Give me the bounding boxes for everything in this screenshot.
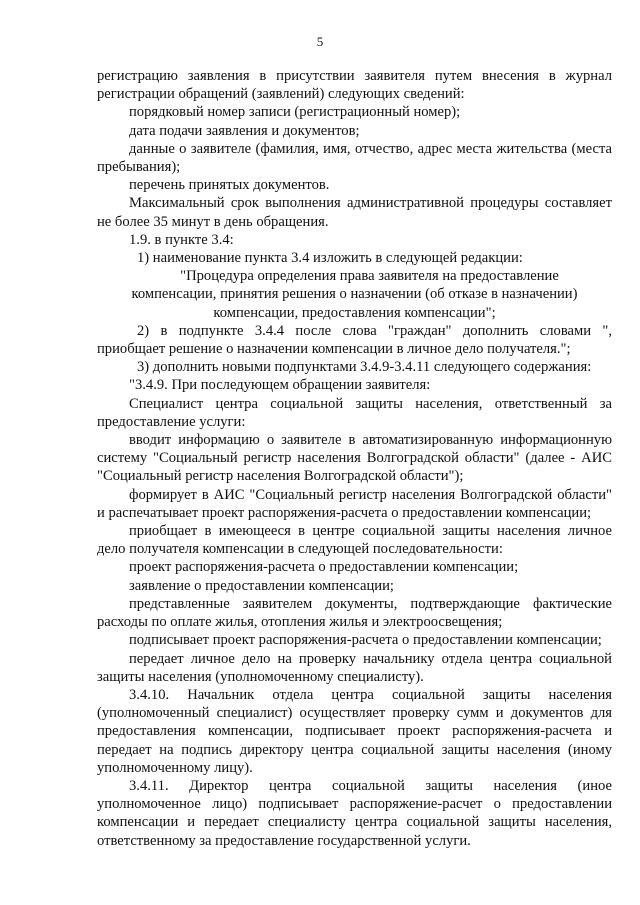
page-number: 5 [316, 34, 324, 49]
list-item-record-number: порядковый номер записи (регистрационный номер); [129, 104, 461, 121]
paragraph-3-4-9: "3.4.9. При последующем обращении заявителя: [129, 377, 431, 394]
list-item-documents-list: перечень принятых документов. [129, 177, 330, 194]
paragraph-item-2: 2) в подпункте 3.4.4 после слова "граждан" дополнить словами ", приобщает решение о назначении компенсации в личное дело получателя."; [97, 322, 612, 358]
paragraph-specialist: Специалист центра социальной защиты населения, ответственный за предоставление услуги: [97, 395, 612, 430]
list-item-applicant-data: данные о заявителе (фамилия, имя, отчество, адрес места жительства (места пребывания); [97, 140, 612, 176]
paragraph-attaches: приобщает в имеющееся в центре социальной защиты населения личное дело получателя компенсации в следующей последовательности: [97, 523, 612, 558]
list-item-application: заявление о предоставлении компенсации; [129, 577, 394, 594]
list-item-submission-date: дата подачи заявления и документов; [129, 122, 360, 139]
paragraph-3-4-11: 3.4.11. Директор центра социальной защиты населения (иное уполномоченное лицо) подписывает распоряжение-расчет о предоставлении компенсации и передает специалисту центра социальной защиты населения, ответственному за предоставление государственной услуги. [97, 777, 612, 849]
paragraph-registration: регистрацию заявления в присутствии заявителя путем внесения в журнал регистрации обращений (заявлений) следующих сведений: [97, 68, 612, 103]
paragraph-3-4-10: 3.4.10. Начальник отдела центра социальной защиты населения (уполномоченный специалист) осуществляет проверку сумм и документов для предоставления компенсации, подписывает проект распоряжения-расчета и передает на подпись директору центра социальной защиты населения (иному уполномоченному лицу). [97, 686, 612, 776]
paragraph-transfers-file: передает личное дело на проверку начальнику отдела центра социальной защиты населения (уполномоченному специалисту). [97, 650, 612, 685]
quoted-title-line-3: компенсации, предоставления компенсации"; [213, 304, 496, 321]
paragraph-1-9: 1.9. в пункте 3.4: [129, 231, 234, 248]
paragraph-forms-order: формирует в АИС "Социальный регистр населения Волгоградской области" и распечатывает проект распоряжения-расчета о предоставлении компенсации; [97, 486, 612, 521]
paragraph-enters-info: вводит информацию о заявителе в автоматизированную информационную систему "Социальный регистр населения Волгоградской области" (далее - АИС "Социальный регистр населения Волгоградской области"); [97, 432, 612, 485]
paragraph-signs-draft: подписывает проект распоряжения-расчета о предоставлении компенсации; [129, 632, 602, 649]
document-body [97, 67, 612, 850]
list-item-supporting-docs: представленные заявителем документы, подтверждающие фактические расходы по оплате жилья, отопления жилья и электроосвещения; [97, 595, 612, 631]
quoted-title-line-1: "Процедура определения права заявителя на предоставление [180, 268, 559, 285]
quoted-title-line-2: компенсации, принятия решения о назначении (об отказе в назначении) [131, 286, 578, 303]
paragraph-item-3: 3) дополнить новыми подпунктами 3.4.9-3.4.11 следующего содержания: [137, 359, 592, 376]
list-item-draft-order: проект распоряжения-расчета о предоставлении компенсации; [129, 559, 519, 576]
paragraph-item-1: 1) наименование пункта 3.4 изложить в следующей редакции: [137, 250, 523, 267]
paragraph-max-duration: Максимальный срок выполнения административной процедуры составляет не более 35 минут в день обращения. [97, 195, 612, 230]
